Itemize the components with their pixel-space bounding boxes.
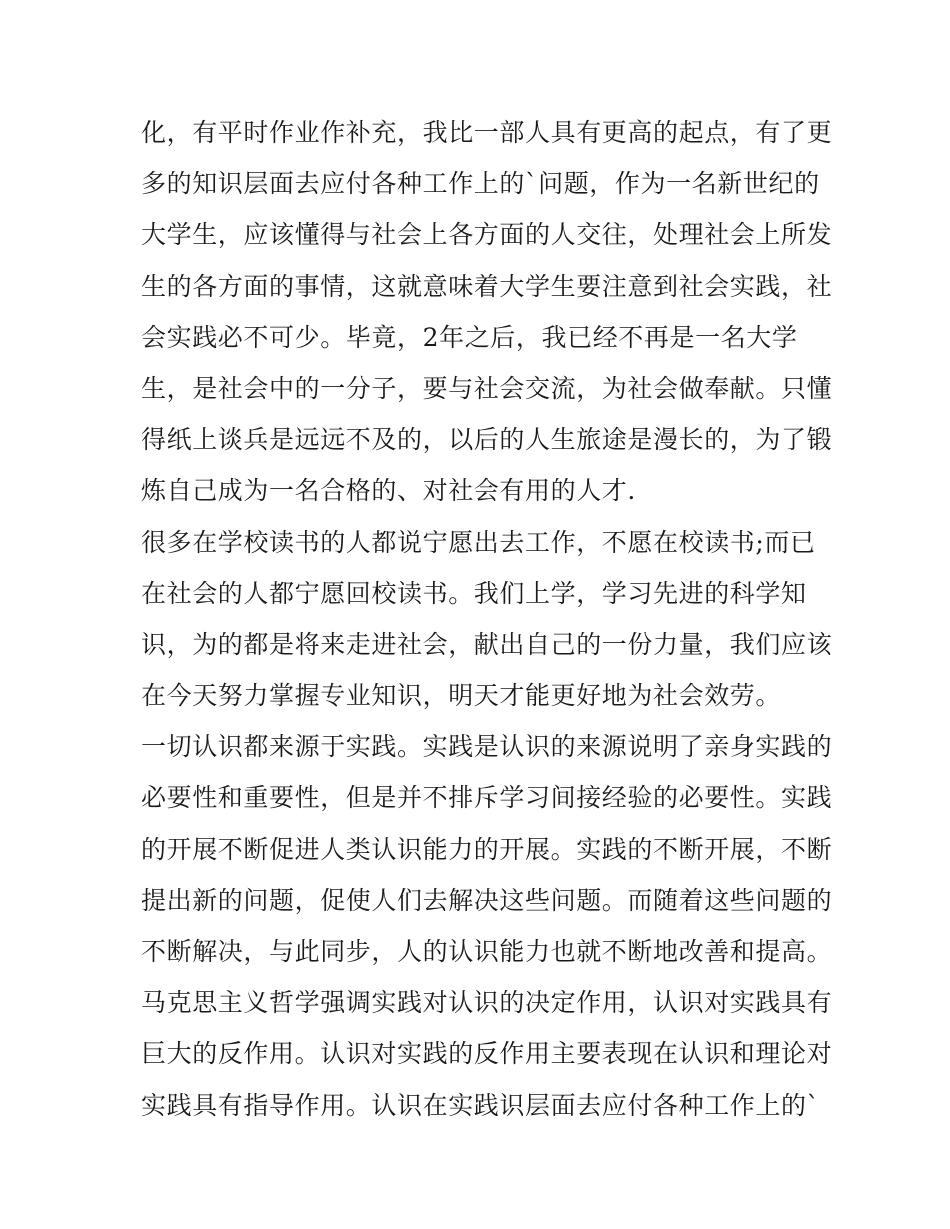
text-line-4: 生的各方面的事情，这就意味着大学生要注意到社会实践，社 — [141, 271, 833, 301]
text-line-6: 生，是社会中的一分子，要与社会交流，为社会做奉献。只懂 — [141, 373, 833, 403]
text-line-8: 炼自己成为一名合格的、对社会有用的人才. — [141, 476, 636, 506]
text-line-7: 得纸上谈兵是远远不及的，以后的人生旅途是漫长的，为了锻 — [141, 425, 833, 455]
text-line-11: 识，为的都是将来走进社会，献出自己的一份力量，我们应该 — [141, 629, 833, 659]
text-line-5: 会实践必不可少。毕竟，2年之后，我已经不再是一名大学 — [141, 322, 798, 352]
text-line-2: 多的知识层面去应付各种工作上的`问题，作为一名新世纪的 — [141, 169, 820, 199]
text-line-12: 在今天努力掌握专业知识，明天才能更好地为社会效劳。 — [141, 681, 782, 711]
text-line-15: 的开展不断促进人类认识能力的开展。实践的不断开展，不断 — [141, 834, 833, 864]
text-line-13: 一切认识都来源于实践。实践是认识的来源说明了亲身实践的 — [141, 732, 833, 762]
text-line-10: 在社会的人都宁愿回校读书。我们上学，学习先进的科学知 — [141, 578, 807, 608]
text-line-9: 很多在学校读书的人都说宁愿出去工作，不愿在校读书;而已 — [141, 527, 816, 557]
text-line-16: 提出新的问题，促使人们去解决这些问题。而随着这些问题的 — [141, 885, 833, 915]
body-text — [141, 107, 833, 1131]
text-line-1: 化，有平时作业作补充，我比一部人具有更高的起点，有了更 — [141, 118, 833, 147]
text-line-17: 不断解决，与此同步，人的认识能力也就不断地改善和提高。 — [141, 937, 833, 966]
text-line-20: 实践具有指导作用。认识在实践识层面去应付各种工作上的` — [141, 1090, 820, 1120]
text-line-14: 必要性和重要性，但是并不排斥学习间接经验的必要性。实践 — [141, 783, 833, 813]
text-line-3: 大学生，应该懂得与社会上各方面的人交往，处理社会上所发 — [141, 220, 833, 250]
text-line-19: 巨大的反作用。认识对实践的反作用主要表现在认识和理论对 — [141, 1039, 833, 1069]
text-line-18: 马克思主义哲学强调实践对认识的决定作用，认识对实践具有 — [141, 988, 833, 1018]
